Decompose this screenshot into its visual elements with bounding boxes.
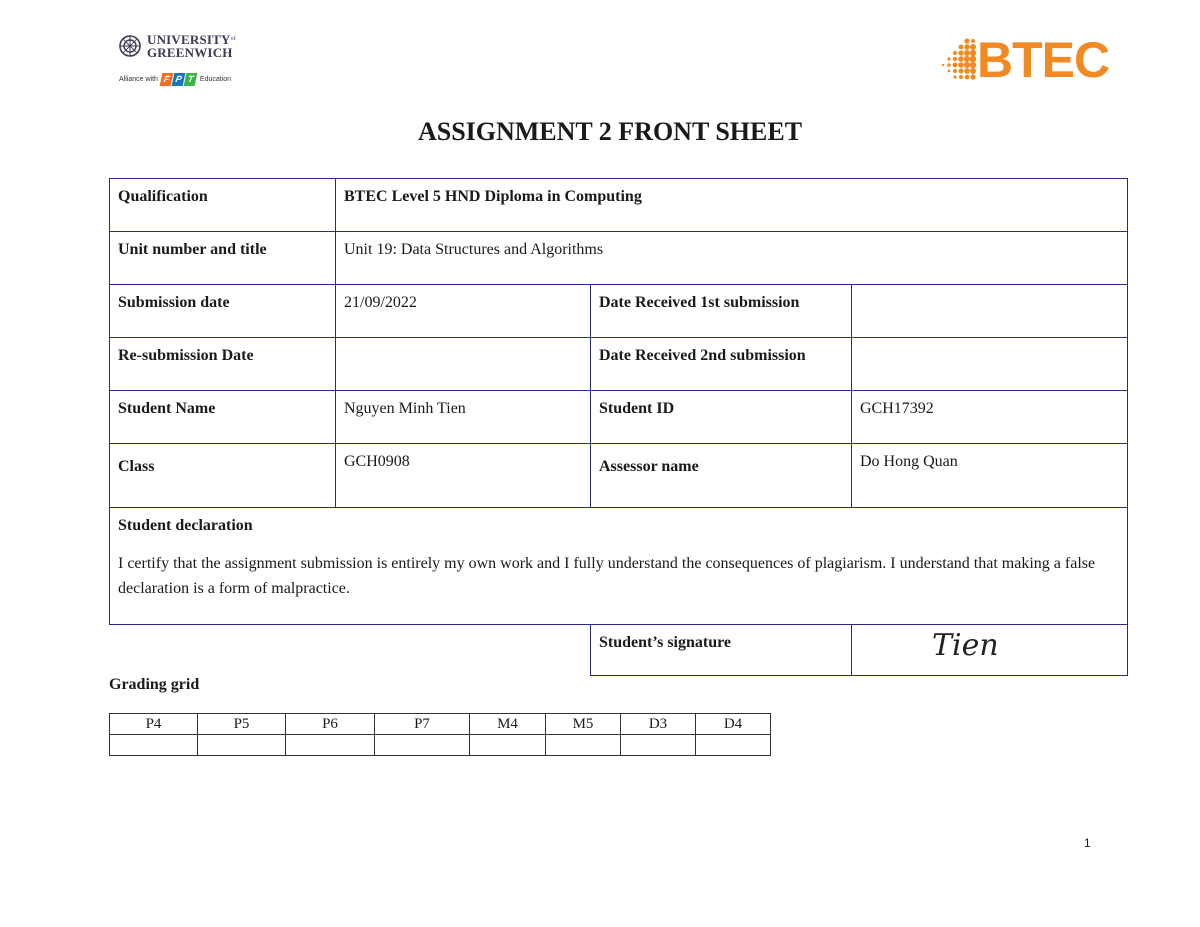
table-row xyxy=(110,625,1128,676)
page-number: 1 xyxy=(1084,836,1091,850)
grade-header: P7 xyxy=(375,714,470,735)
btec-logo xyxy=(937,32,1110,88)
qualification-value: BTEC Level 5 HND Diploma in Computing xyxy=(336,179,1128,232)
university-line2: GREENWICH xyxy=(147,45,233,60)
received1-label: Date Received 1st submission xyxy=(591,285,852,338)
university-logo xyxy=(119,33,236,86)
assessor-value: Do Hong Quan xyxy=(852,444,1128,508)
student-id-value: GCH17392 xyxy=(852,391,1128,444)
unit-value: Unit 19: Data Structures and Algorithms xyxy=(336,232,1128,285)
signature-label: Student’s signature xyxy=(591,625,852,676)
table-row xyxy=(110,179,1128,232)
assessor-label: Assessor name xyxy=(591,444,852,508)
fpt-letter-p: P xyxy=(172,73,186,86)
grade-cell xyxy=(470,735,546,756)
fpt-logo xyxy=(161,73,197,86)
grading-value-row xyxy=(110,735,771,756)
declaration-text: I certify that the assignment submission is entirely my own work and I fully understand the consequences of plagiarism. I understand that making a false declaration is a form of malpractice. xyxy=(118,555,1096,597)
fpt-letter-t: T xyxy=(184,73,198,86)
grade-header: M5 xyxy=(546,714,621,735)
table-row xyxy=(110,444,1128,508)
university-of: of xyxy=(230,36,237,42)
grading-grid xyxy=(109,713,771,756)
grade-header: P4 xyxy=(110,714,198,735)
university-line1: UNIVERSITY xyxy=(147,32,231,47)
grade-header: M4 xyxy=(470,714,546,735)
qualification-label: Qualification xyxy=(110,179,336,232)
university-name xyxy=(147,33,236,59)
page-title: ASSIGNMENT 2 FRONT SHEET xyxy=(417,117,803,146)
declaration-cell xyxy=(110,508,1128,625)
signature-cell xyxy=(852,625,1128,676)
table-row xyxy=(110,508,1128,625)
crest-icon xyxy=(119,35,141,57)
btec-dots-icon xyxy=(937,35,977,85)
education-text: Education xyxy=(199,76,232,83)
received2-label: Date Received 2nd submission xyxy=(591,338,852,391)
alliance-text: Alliance with xyxy=(119,76,158,83)
signature: Tien xyxy=(932,628,999,663)
unit-label: Unit number and title xyxy=(110,232,336,285)
grade-cell xyxy=(696,735,771,756)
grade-header: P6 xyxy=(286,714,375,735)
table-row xyxy=(110,391,1128,444)
grading-header-row xyxy=(110,714,771,735)
student-name-label: Student Name xyxy=(110,391,336,444)
submission-date-value: 21/09/2022 xyxy=(336,285,591,338)
received1-value xyxy=(852,285,1128,338)
declaration-title: Student declaration xyxy=(118,517,253,534)
grade-cell xyxy=(110,735,198,756)
grade-cell xyxy=(198,735,286,756)
student-id-label: Student ID xyxy=(591,391,852,444)
grade-header: D3 xyxy=(621,714,696,735)
fpt-letter-f: F xyxy=(160,73,174,86)
class-label: Class xyxy=(110,444,336,508)
grade-cell xyxy=(286,735,375,756)
received2-value xyxy=(852,338,1128,391)
table-row xyxy=(110,232,1128,285)
blank-cell xyxy=(110,625,591,676)
table-row xyxy=(110,285,1128,338)
grade-header: P5 xyxy=(198,714,286,735)
student-name-value: Nguyen Minh Tien xyxy=(336,391,591,444)
resubmission-label: Re-submission Date xyxy=(110,338,336,391)
resubmission-value xyxy=(336,338,591,391)
table-row xyxy=(110,338,1128,391)
class-value: GCH0908 xyxy=(336,444,591,508)
front-sheet-table xyxy=(109,178,1128,676)
submission-date-label: Submission date xyxy=(110,285,336,338)
grade-header: D4 xyxy=(696,714,771,735)
grade-cell xyxy=(546,735,621,756)
btec-wordmark: BTEC xyxy=(977,32,1110,88)
grading-grid-title: Grading grid xyxy=(109,676,200,693)
grade-cell xyxy=(621,735,696,756)
grade-cell xyxy=(375,735,470,756)
fpt-alliance xyxy=(119,73,236,86)
